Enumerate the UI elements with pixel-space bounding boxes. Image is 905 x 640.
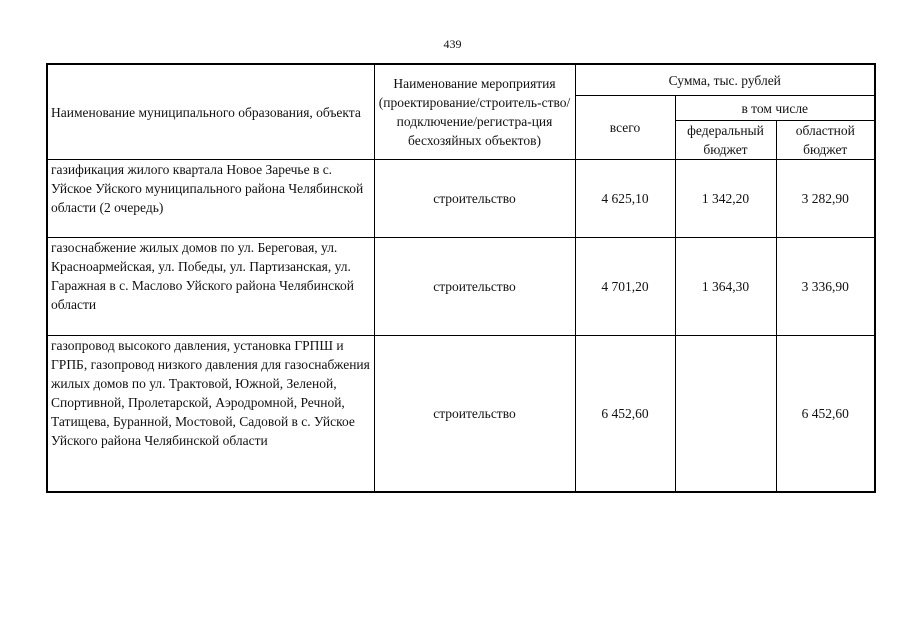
row-federal: 1 342,20 bbox=[675, 160, 776, 238]
row-regional: 6 452,60 bbox=[776, 336, 875, 492]
header-sum: Сумма, тыс. рублей bbox=[575, 64, 875, 96]
row-federal: 1 364,30 bbox=[675, 238, 776, 336]
row-activity: строительство bbox=[374, 160, 575, 238]
row-object: газопровод высокого давления, установка ГРПШ и ГРПБ, газопровод низкого давления для газоснабжения жилых домов по ул. Трактовой, Южной, Зеленой, Спортивной, Пролетарской, Аэродромной, Речной, Татищева, Буранной, Мостовой, Садовой в с. Уйское Уйского района Челябинской области bbox=[47, 336, 374, 492]
row-activity: строительство bbox=[374, 336, 575, 492]
row-federal bbox=[675, 336, 776, 492]
header-activity: Наименование мероприятия (проектирование/строитель-ство/подключение/регистра-ция бесхозяйных объектов) bbox=[374, 64, 575, 160]
table-row bbox=[47, 336, 875, 492]
row-total: 4 625,10 bbox=[575, 160, 675, 238]
header-object: Наименование муниципального образования, объекта bbox=[47, 64, 374, 160]
row-object: газоснабжение жилых домов по ул. Береговая, ул. Красноармейская, ул. Победы, ул. Партизанская, ул. Гаражная в с. Маслово Уйского района Челябинской области bbox=[47, 238, 374, 336]
header-row-1 bbox=[47, 64, 875, 96]
budget-table bbox=[46, 63, 876, 493]
row-regional: 3 336,90 bbox=[776, 238, 875, 336]
header-including: в том числе bbox=[675, 96, 875, 121]
row-activity: строительство bbox=[374, 238, 575, 336]
table-row bbox=[47, 238, 875, 336]
table-row bbox=[47, 160, 875, 238]
row-total: 4 701,20 bbox=[575, 238, 675, 336]
page-number: 439 bbox=[443, 37, 462, 51]
header-total: всего bbox=[575, 96, 675, 160]
header-regional: областной бюджет bbox=[776, 121, 875, 160]
header-federal: федеральный бюджет bbox=[675, 121, 776, 160]
row-regional: 3 282,90 bbox=[776, 160, 875, 238]
row-total: 6 452,60 bbox=[575, 336, 675, 492]
row-object: газификация жилого квартала Новое Заречье в с. Уйское Уйского муниципального района Челябинской области (2 очередь) bbox=[47, 160, 374, 238]
